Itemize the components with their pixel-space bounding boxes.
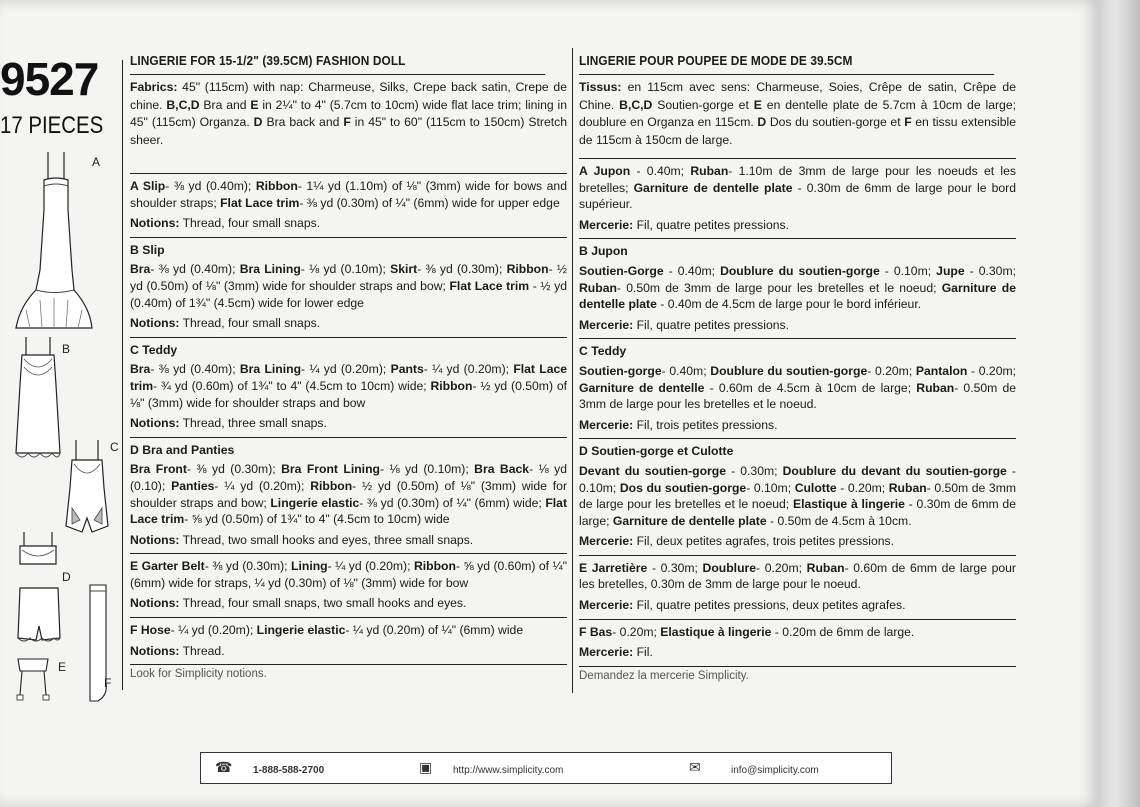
french-notions: Mercerie: Fil, quatre petites pressions. (579, 317, 790, 332)
french-section-body: Soutien-Gorge - 0.40m; Doublure du soutien-gorge - 0.10m; Jupe - 0.30m; Ruban- 0.50m de 3mm de large pour les bretelles et le noeud; Garniture de dentelle plate - 0.40m de 4.5cm de large pour le bord inférieur. (579, 263, 1017, 312)
english-section (130, 174, 567, 238)
english-notions: Notions: Thread, four small snaps. (130, 216, 321, 231)
french-section (579, 339, 1016, 439)
french-section (579, 620, 1016, 667)
french-section (579, 556, 1016, 620)
french-section (579, 239, 1016, 339)
english-section-title: D Bra and Panties (130, 442, 235, 457)
email-icon: ✉ (689, 759, 701, 775)
divider-left (122, 60, 123, 690)
sketch-label-c: C (110, 440, 119, 454)
french-column (579, 52, 1016, 682)
english-section (130, 554, 567, 618)
french-notions: Mercerie: Fil. (579, 645, 653, 660)
divider-center (572, 48, 573, 693)
french-section-title: D Soutien-gorge et Culotte (579, 444, 734, 459)
sketch-a-slip (14, 150, 94, 330)
english-notions: Notions: Thread, two small hooks and eyes, three small snaps. (130, 532, 474, 547)
french-notions: Mercerie: Fil, deux petites agrafes, trois petites pressions. (579, 534, 895, 549)
tissus-label: Tissus: (579, 80, 622, 94)
computer-icon: ▣ (419, 759, 433, 775)
contact-email[interactable]: info@simplicity.com (731, 765, 819, 776)
english-column (130, 52, 567, 680)
english-section-body: Bra- ⅜ yd (0.40m); Bra Lining- ¼ yd (0.20m); Pants- ¼ yd (0.20m); Flat Lace trim- ¾ yd (0.60m) of 1¾" to 4" (4.5cm to 10cm) wide; Ribbon- ½ yd (0.50m) of ⅛" (3mm) wide for shoulder straps and bow (130, 362, 568, 410)
pattern-number: 9527 (0, 53, 99, 105)
english-notions: Notions: Thread, four small snaps. (130, 316, 321, 331)
french-section-body: Soutien-gorge- 0.40m; Doublure du soutien-gorge- 0.20m; Pantalon - 0.20m; Garniture de dentelle - 0.60m de 4.5cm à 10cm de large; Ruban- 0.50m de 3mm de large pour les bretelles et le noeud. (579, 363, 1017, 412)
contact-bar (200, 752, 892, 784)
pieces-count: 17 PIECES (0, 112, 104, 139)
sketch-label-a: A (92, 155, 101, 169)
english-footer-note: Look for Simplicity notions. (130, 668, 267, 681)
english-notions: Notions: Thread. (130, 643, 225, 658)
fabrics-label: Fabrics: (130, 80, 178, 94)
sketch-label-d: D (62, 570, 71, 584)
french-footer-note: Demandez la mercerie Simplicity. (579, 669, 749, 682)
english-section (130, 238, 567, 338)
phone-icon: ☎ (215, 759, 233, 775)
sketch-label-f: F (104, 676, 112, 690)
envelope-edge (1098, 0, 1140, 807)
english-section (130, 338, 567, 438)
english-section-title: C Teddy (130, 342, 178, 357)
english-section (130, 618, 567, 665)
sketch-d-bra-panties (14, 530, 64, 650)
english-section-body: E Garter Belt- ⅜ yd (0.30m); Lining- ¼ yd (0.20m); Ribbon- ⅝ yd (0.60m) of ¼" (6mm) wide for straps, ¼ yd (0.30m) of ⅛" (3mm) wide for bow (130, 559, 568, 590)
english-fabrics: Fabrics: 45" (115cm) with nap: Charmeuse, Silks, Crepe back satin, Crepe de chine. B,C,D Bra and E in 2¼" to 4" (5.7cm to 10cm) wide flat lace trim; lining in 45" (115cm) Organza. D Bra back and F in 45" to 60" (115cm to 150cm) Stretch sheer. (130, 75, 567, 174)
french-section-body: E Jarretière - 0.30m; Doublure- 0.20m; Ruban- 0.60m de 6mm de large pour les bretelles, 0.30m de 3mm de large pour le noeud. (579, 560, 1016, 592)
french-heading: LINGERIE POUR POUPEE DE MODE DE 39.5CM (579, 52, 994, 75)
french-notions: Mercerie: Fil, trois petites pressions. (579, 417, 778, 432)
english-notions: Notions: Thread, three small snaps. (130, 416, 327, 431)
english-section-body: A Slip- ⅜ yd (0.40m); Ribbon- 1¼ yd (1.10m) of ⅛" (3mm) wide for bows and shoulder straps; Flat Lace trim- ⅜ yd (0.30m) of ¼" (6mm) wide for upper edge (130, 179, 567, 210)
contact-phone: 1-888-588-2700 (253, 765, 325, 776)
french-section-title: B Jupon (579, 244, 628, 259)
sketch-label-b: B (62, 342, 71, 356)
french-section (579, 159, 1016, 239)
english-section-body: Bra Front- ⅜ yd (0.30m); Bra Front Lining- ⅛ yd (0.10m); Bra Back- ⅛ yd (0.10); Panties- ¼ yd (0.20m); Ribbon- ½ yd (0.50m) of ⅛" (3mm) wide for shoulder straps and bow; Lingerie elastic- ⅜ yd (0.30m) of ¼" (6mm) wide; Flat Lace trim- ⅝ yd (0.50m) of 1¾" to 4" (4.5cm to 10cm) wide (130, 462, 568, 527)
french-section-title: C Teddy (579, 344, 627, 359)
english-section-title: B Slip (130, 242, 165, 257)
sketch-e-garter-belt (14, 655, 54, 705)
french-notions: Mercerie: Fil, quatre petites pressions, deux petites agrafes. (579, 598, 906, 613)
english-section-body: F Hose- ¼ yd (0.20m); Lingerie elastic- ¼ yd (0.20m) of ¼" (6mm) wide (130, 623, 524, 638)
french-section (579, 439, 1016, 556)
sketch-label-e: E (58, 660, 67, 674)
french-section-body: Devant du soutien-gorge - 0.30m; Doublure du devant du soutien-gorge - 0.10m; Dos du soutien-gorge- 0.10m; Culotte - 0.20m; Ruban- 0.50m de 3mm de large pour les bretelles et le noeud; Elastique à lingerie - 0.30m de 6mm de large; Garniture de dentelle plate - 0.50m de 4.5cm à 10cm. (579, 463, 1016, 528)
french-section-body: A Jupon - 0.40m; Ruban- 1.10m de 3mm de large pour les noeuds et les bretelles; Garniture de dentelle plate - 0.30m de 6mm de large pour le bord supérieur. (579, 164, 1016, 212)
english-section (130, 438, 567, 555)
french-tissus: Tissus: en 115cm avec sens: Charmeuse, Soies, Crêpe de satin, Crêpe de Chine. B,C,D Soutien-gorge et E en dentelle plate de 5.7cm à 10cm de large; doublure en Organza en 115cm. D Dos du soutien-gorge et F en tissu extensible de 115cm à 150cm de large. (579, 75, 1016, 159)
english-heading: LINGERIE FOR 15-1/2" (39.5CM) FASHION DOLL (130, 52, 545, 75)
contact-website[interactable]: http://www.simplicity.com (453, 765, 564, 776)
french-section-body: F Bas- 0.20m; Elastique à lingerie - 0.20m de 6mm de large. (579, 624, 915, 639)
english-section-body: Bra- ⅜ yd (0.40m); Bra Lining- ⅛ yd (0.10m); Skirt- ⅜ yd (0.30m); Ribbon- ½ yd (0.50m) of ⅛" (3mm) wide for shoulder straps and bow; Flat Lace trim - ½ yd (0.40m) of 1¾" (4.5cm) wide for lower edge (130, 262, 568, 310)
english-notions: Notions: Thread, four small snaps, two small hooks and eyes. (130, 596, 467, 611)
sketch-c-teddy (58, 438, 118, 538)
french-notions: Mercerie: Fil, quatre petites pressions. (579, 217, 790, 232)
